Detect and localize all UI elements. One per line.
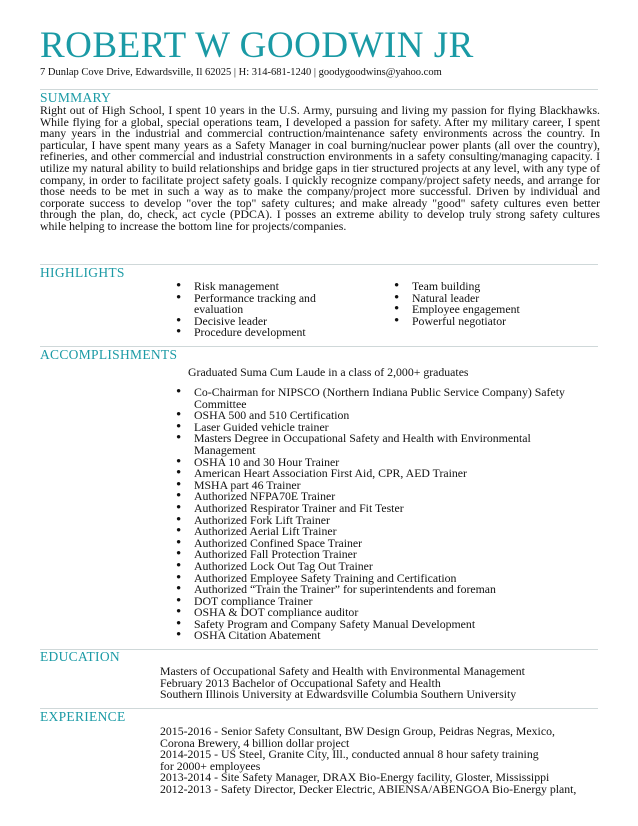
experience-line: 2015-2016 - Senior Safety Consultant, BW Design Group, Peidras Negras, Mexico, (160, 724, 555, 738)
highlight-item: • Procedure development (176, 327, 356, 339)
education-line: February 2013 Bachelor of Occupational Safety and Health (160, 675, 441, 690)
accomplishment-item: • Safety Program and Company Safety Manual Development (176, 619, 586, 631)
education-line: Southern Illinois University at Edwardsville Columbia Southern University (160, 687, 517, 702)
accomplishments-intro: Graduated Suma Cum Laude in a class of 2,000+ graduates (188, 365, 469, 379)
section-divider (40, 89, 598, 90)
accomplishment-item: • Authorized Fall Protection Trainer (176, 549, 586, 561)
accomplishments-list (176, 387, 586, 642)
highlight-item: • Natural leader (394, 293, 594, 305)
accomplishment-item: • DOT compliance Trainer (176, 596, 586, 608)
education-block (160, 666, 600, 701)
contact-line: 7 Dunlap Cove Drive, Edwardsville, Il 62025 | H: 314-681-1240 | goodygoodwins@yahoo.com (40, 67, 442, 78)
education-line: Masters of Occupational Safety and Health with Environmental Management (160, 664, 525, 678)
highlights-list-right (394, 281, 594, 327)
accomplishment-item: • Authorized Employee Safety Training and Certification (176, 573, 586, 585)
accomplishment-item: • Authorized “Train the Trainer” for superintendents and foreman (176, 584, 586, 596)
highlight-item: • Performance tracking and evaluation (176, 293, 356, 316)
experience-line: for 2000+ employees (160, 758, 261, 773)
accomplishment-item: • Laser Guided vehicle trainer (176, 422, 586, 434)
experience-line: 2013-2014 - Site Safety Manager, DRAX Bio-Energy facility, Gloster, Mississippi (160, 770, 550, 785)
candidate-name: ROBERT W GOODWIN JR (40, 25, 474, 66)
accomplishments-heading: ACCOMPLISHMENTS (40, 347, 178, 362)
highlight-item: • Team building (394, 281, 594, 293)
accomplishment-item: • Authorized Lock Out Tag Out Trainer (176, 561, 586, 573)
experience-line: Corona Brewery, 4 billion dollar project (160, 735, 350, 750)
accomplishment-item: • Authorized Aerial Lift Trainer (176, 526, 586, 538)
summary-heading: SUMMARY (40, 90, 112, 105)
section-divider (40, 649, 598, 650)
accomplishment-item: • Masters Degree in Occupational Safety and Health with Environmental Management (176, 433, 586, 456)
highlight-item: • Decisive leader (176, 316, 356, 328)
education-heading: EDUCATION (40, 649, 120, 664)
accomplishment-item: • Authorized Confined Space Trainer (176, 538, 586, 550)
accomplishment-item: • Authorized Respirator Trainer and Fit Tester (176, 503, 586, 515)
experience-line: 2014-2015 - US Steel, Granite City, Ill., conducted annual 8 hour safety training (160, 747, 539, 762)
experience-heading: EXPERIENCE (40, 709, 126, 724)
highlight-item: • Risk management (176, 281, 356, 293)
highlight-item: • Powerful negotiator (394, 316, 594, 328)
accomplishment-item: • OSHA 500 and 510 Certification (176, 410, 586, 422)
highlights-heading: HIGHLIGHTS (40, 265, 125, 280)
highlight-item: • Employee engagement (394, 304, 594, 316)
accomplishment-item: • OSHA Citation Abatement (176, 630, 586, 642)
accomplishment-item: • Authorized NFPA70E Trainer (176, 491, 586, 503)
highlights-list-left (176, 281, 356, 339)
summary-text: Right out of High School, I spent 10 years in the U.S. Army, pursuing and living my passion for flying Blackhawks. While flying for a global, special operations team, I developed a passion for safety. After my military career, I spent many years in the industrial and commercial contruction/maintenance safety environments across the country. In particular, I have spent many years as a Safety Manager in coal burning/nuclear power plants (all over the country), refineries, and other commercial and industrial construction environments in a safety consulting/managing capacity. I utilize my natural ability to build relationships and bridge gaps in tier structured projects at any level, with any type of company, in order to facilitate project safety goals. I quickly recognize company/project safety needs, and arrange for those needs to be met in such a way as to make the company/project more successful. Driven by individual and corporate success to develop "over the top" safety cultures; and make already "good" safety cultures even better through the plan, do, check, act cycle (PDCA). I posses an extreme ability to develop truly strong safety cultures while helping to increase the bottom line for projects/companies. (40, 103, 600, 233)
accomplishment-item: • OSHA & DOT compliance auditor (176, 607, 586, 619)
accomplishment-item: • Authorized Fork Lift Trainer (176, 515, 586, 527)
accomplishment-item: • Co-Chairman for NIPSCO (Northern Indiana Public Service Company) Safety Committee (176, 387, 586, 410)
accomplishment-item: • OSHA 10 and 30 Hour Trainer (176, 457, 586, 469)
accomplishment-item: • MSHA part 46 Trainer (176, 480, 586, 492)
accomplishment-item: • American Heart Association First Aid, CPR, AED Trainer (176, 468, 586, 480)
experience-line: 2012-2013 - Safety Director, Decker Electric, ABIENSA/ABENGOA Bio-Energy plant, (160, 781, 577, 796)
experience-block (160, 726, 600, 796)
